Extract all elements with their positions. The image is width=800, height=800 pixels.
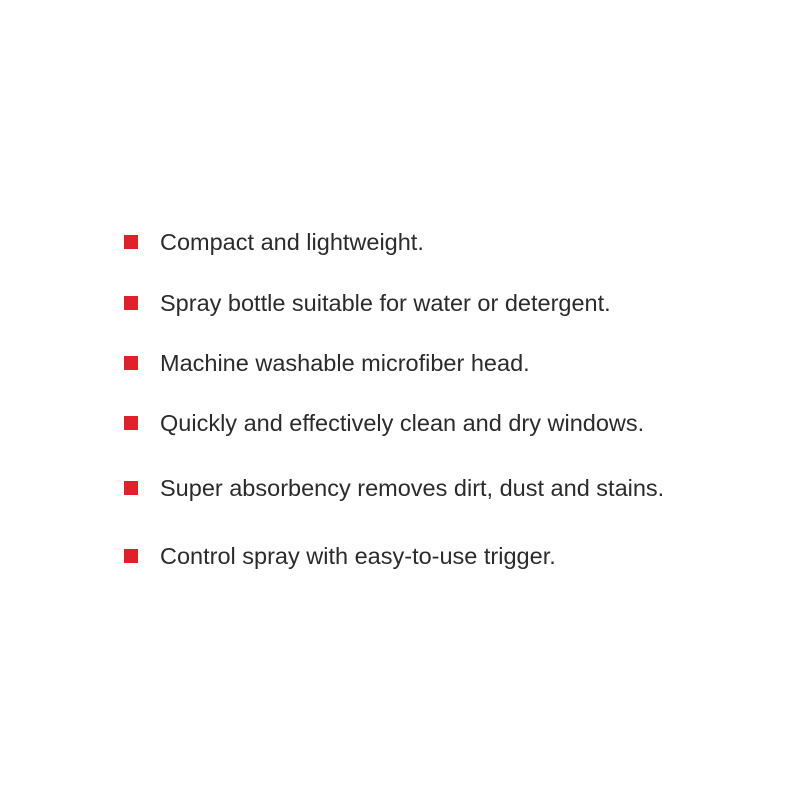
list-item: [124, 408, 644, 438]
square-bullet-icon: [124, 235, 138, 249]
square-bullet-icon: [124, 356, 138, 370]
feature-text: Machine washable microfiber head.: [160, 349, 530, 376]
feature-text: Super absorbency removes dirt, dust and stains.: [160, 474, 665, 501]
feature-text: Spray bottle suitable for water or detergent.: [160, 289, 611, 316]
feature-text: Quickly and effectively clean and dry windows.: [160, 409, 645, 436]
list-item: [124, 473, 664, 503]
feature-text: Compact and lightweight.: [160, 228, 424, 255]
list-item: [124, 227, 424, 257]
square-bullet-icon: [124, 481, 138, 495]
list-item: [124, 288, 611, 318]
feature-text: Control spray with easy-to-use trigger.: [160, 542, 556, 569]
list-item: [124, 541, 556, 571]
square-bullet-icon: [124, 296, 138, 310]
list-item: [124, 348, 530, 378]
square-bullet-icon: [124, 549, 138, 563]
square-bullet-icon: [124, 416, 138, 430]
